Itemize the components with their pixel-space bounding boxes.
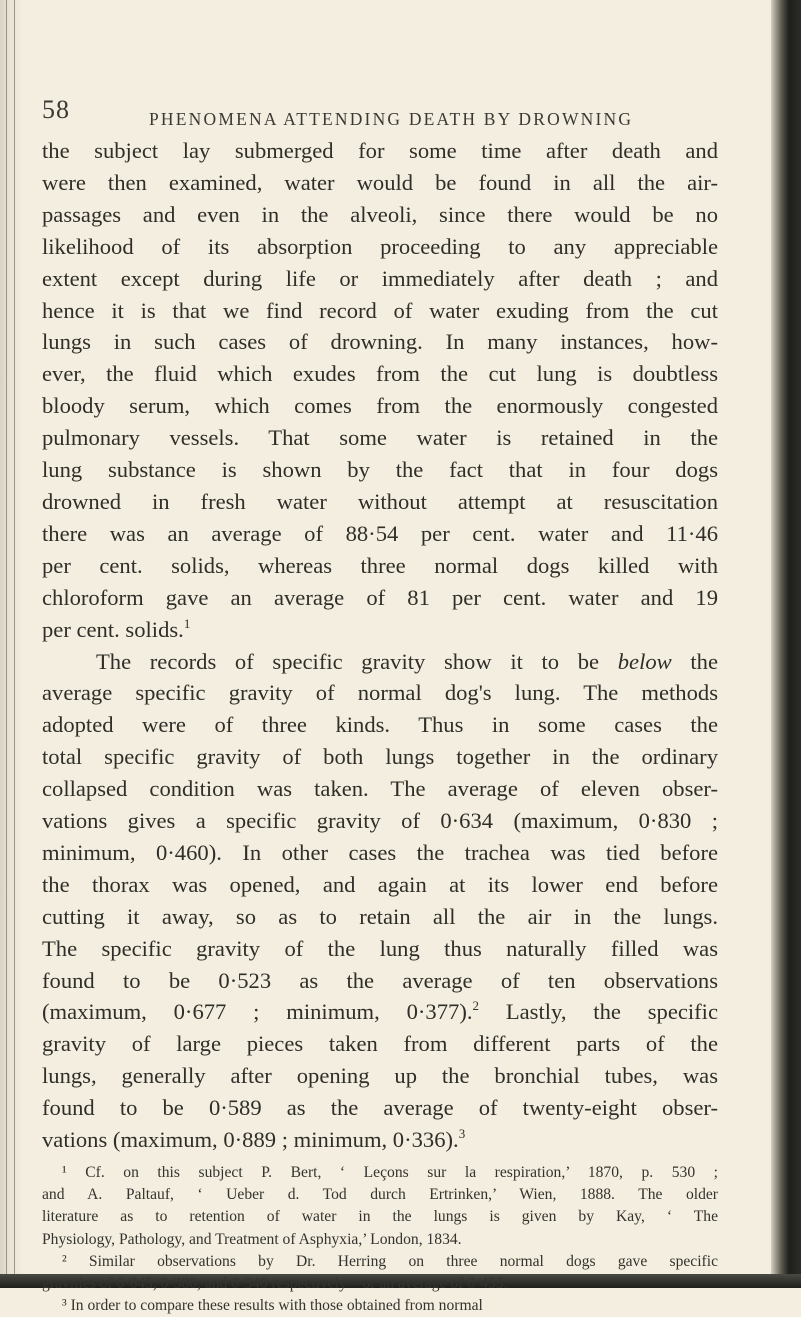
running-head: PHENOMENA ATTENDING DEATH BY DROWNING — [149, 109, 634, 129]
text-line: found to be 0·589 as the average of twenty-eight obser- — [42, 1095, 718, 1121]
text-line: hence it is that we find record of water exuding from the cut — [42, 297, 718, 323]
footnote-line: Physiology, Pathology, and Treatment of Asphyxia,’ London, 1834. — [42, 1230, 462, 1248]
text-line: per cent. solids.$^1$ — [42, 615, 191, 642]
page-header — [42, 95, 718, 135]
text-line: lungs, generally after opening up the bronchial tubes, was — [42, 1063, 718, 1089]
footnote-marker: 2 — [472, 998, 479, 1014]
text-line: the subject lay submerged for some time after death and — [42, 138, 718, 163]
text-line: cutting it away, so as to retain all the air in the lungs. — [42, 903, 718, 929]
binding-line — [6, 0, 7, 1288]
text-line: total specific gravity of both lungs together in the ordinary — [42, 744, 718, 770]
text-line: found to be 0·523 as the average of ten observations — [42, 967, 718, 993]
text-line: the thorax was opened, and again at its lower end before — [42, 871, 718, 897]
text-line: vations (maximum, 0·889 ; minimum, 0·336).$^3$ — [42, 1126, 466, 1153]
paragraph — [42, 1028, 718, 1124]
text-line: per cent. solids, whereas three normal dogs killed with — [42, 552, 718, 578]
footnote-line: and A. Paltauf, ‘ Ueber d. Tod durch Ertrinken,’ Wien, 1888. The older — [42, 1186, 718, 1204]
text-line: The records of specific gravity show it to be below the — [96, 648, 718, 674]
text-line: ever, the fluid which exudes from the cut lung is doubtless — [42, 361, 718, 387]
text-line: lung substance is shown by the fact that in four dogs — [42, 457, 718, 483]
body-text — [42, 135, 718, 1156]
footnote-line: ² Similar observations by Dr. Herring on three normal dogs gave specific — [62, 1252, 718, 1270]
text-line: collapsed condition was taken. The average of eleven obser- — [42, 776, 718, 802]
text-line: lungs in such cases of drowning. In many instances, how- — [42, 329, 718, 355]
text-line: The specific gravity of the lung thus naturally filled was — [42, 935, 718, 961]
footnotes — [42, 1162, 718, 1317]
text-line: likelihood of its absorption proceeding to any appreciable — [42, 233, 718, 259]
emphasis: below — [617, 648, 672, 674]
text-line: gravity of large pieces taken from different parts of the — [42, 1031, 718, 1057]
text-line: chloroform gave an average of 81 per cent. water and 19 — [42, 584, 718, 610]
text-line: (maximum, 0·677 ; minimum, 0·377).$^2$ Lastly, the specific — [42, 998, 718, 1025]
paragraph — [42, 135, 718, 614]
text-line: average specific gravity of normal dog's lung. The methods — [42, 680, 718, 706]
footnote-line: ¹ Cf. on this subject P. Bert, ‘ Leçons sur la respiration,’ 1870, p. 530 ; — [62, 1164, 718, 1181]
page-number: 58 — [42, 95, 70, 124]
paragraph — [42, 677, 718, 996]
text-line: pulmonary vessels. That some water is retained in the — [42, 425, 718, 451]
book-page — [42, 95, 718, 1317]
text-line: were then examined, water would be found in all the air- — [42, 169, 718, 195]
text-line: minimum, 0·460). In other cases the trachea was tied before — [42, 839, 718, 865]
text-line: there was an average of 88·54 per cent. water and 11·46 — [42, 520, 718, 546]
text-line: extent except during life or immediately after death ; and — [42, 265, 718, 291]
footnote — [42, 1162, 718, 1229]
footnote — [42, 1251, 718, 1273]
text-line: vations gives a specific gravity of 0·634 (maximum, 0·830 ; — [42, 808, 718, 834]
footnote-marker: 1 — [183, 615, 191, 631]
binding-line — [14, 0, 15, 1288]
text-line: drowned in fresh water without attempt at resuscitation — [42, 488, 718, 514]
footnote-line: gravities of 0·645, 0·380, and 0·340 respectively—or an average of 0·455. — [42, 1275, 508, 1293]
page-gutter — [0, 0, 24, 1288]
text-line: adopted were of three kinds. Thus in some cases the — [42, 712, 718, 738]
page-edge — [771, 0, 801, 1288]
footnote-marker: 3 — [458, 1126, 466, 1142]
footnote-line: literature as to retention of water in the lungs is given by Kay, ‘ The — [42, 1208, 718, 1226]
text-line: bloody serum, which comes from the enormously congested — [42, 393, 718, 419]
text-line: passages and even in the alveoli, since there would be no — [42, 201, 718, 227]
footnote-line: ³ In order to compare these results with those obtained from normal — [62, 1297, 483, 1315]
